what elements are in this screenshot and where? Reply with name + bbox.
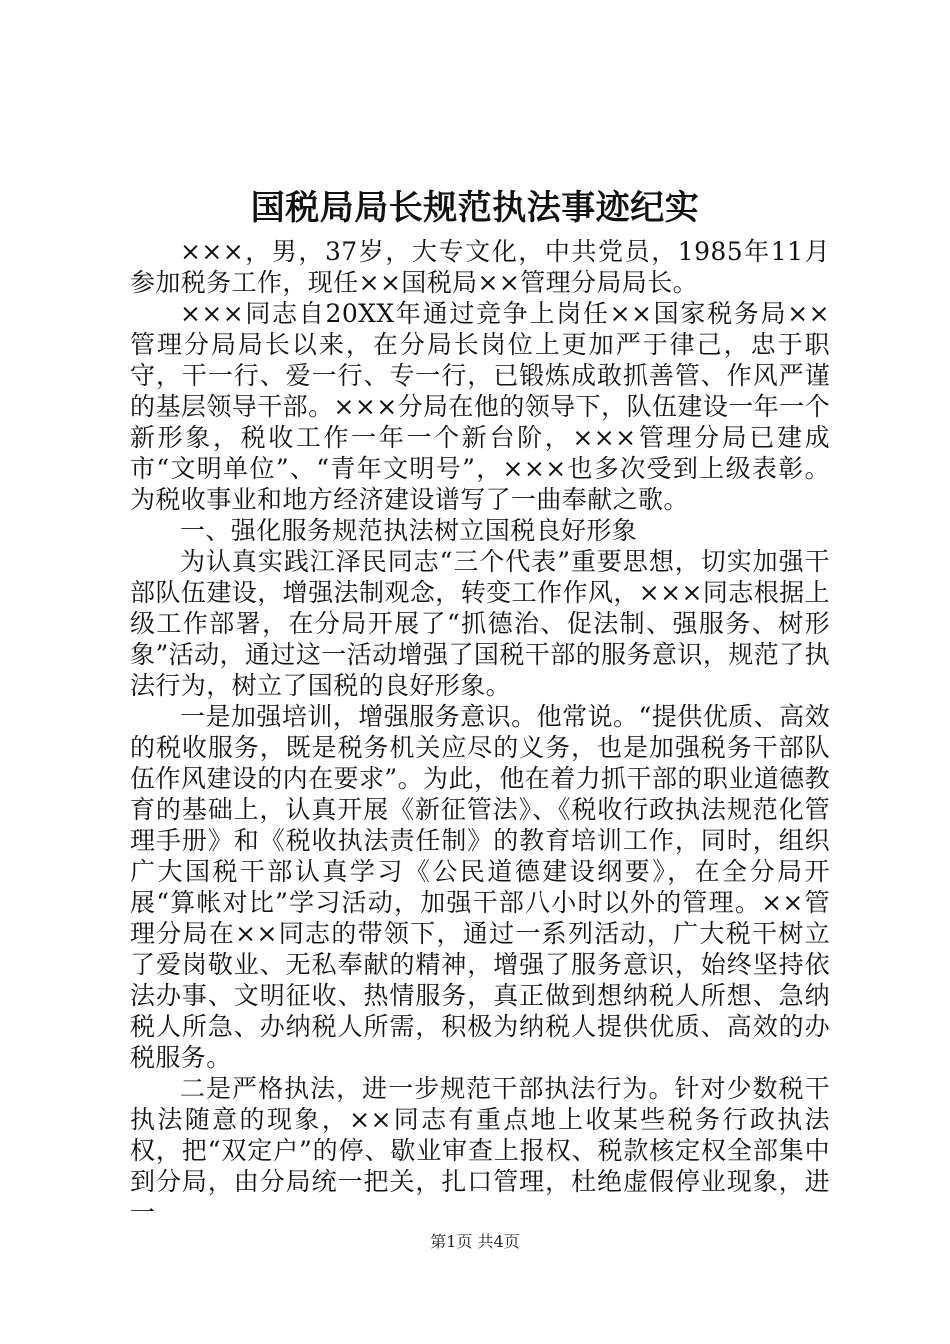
paragraph-intro: ×××，男，37岁，大专文化，中共党员，1985年11月参加税务工作，现任××国税局××管理分局局长。 (130, 237, 830, 297)
paragraph-training: 一是加强培训，增强服务意识。他常说。“提供优质、高效的税收服务，既是税务机关应尽的义务，也是加强税务干部队伍作风建设的内在要求”。为此，他在着力抓干部的职业道德教育的基础上，认真开展《新征管法》、《税收行政执法规范化管理手册》和《税收执法责任制》的教育培训工作，同时，组织广大国税干部认真学习《公民道德建设纲要》，在全分局开展“算帐对比”学习活动，加强干部八小时以外的管理。××管理分局在××同志的带领下，通过一系列活动，广大税干树立了爱岗敬业、无私奉献的精神，增强了服务意识，始终坚持依法办事、文明征收、热情服务，真正做到想纳税人所想、急纳税人所急、办纳税人所需，积极为纳税人提供优质、高效的办税服务。 (130, 702, 830, 1072)
document-body (130, 236, 830, 1228)
page-footer: 第1页 共4页 (430, 1232, 520, 1251)
document-title: 国税局局长规范执法事迹纪实 (250, 188, 700, 228)
paragraph-campaign: 为认真实践江泽民同志“三个代表”重要思想，切实加强干部队伍建设，增强法制观念，转变工作作风，×××同志根据上级工作部署，在分局开展了“抓德治、促法制、强服务、树形象”活动，通过这一活动增强了国税干部的服务意识，规范了执法行为，树立了国税的良好形象。 (130, 547, 830, 700)
section-heading: 一、强化服务规范执法树立国税良好形象 (180, 516, 638, 545)
paragraph-enforcement: 二是严格执法，进一步规范干部执法行为。针对少数税干执法随意的现象，××同志有重点地上收某些税务行政执法权，把“双定户”的停、歇业审查上报权、税款核定权全部集中到分局，由分局统一把关，扎口管理，杜绝虚假停业现象，进一 (130, 1074, 830, 1227)
paragraph-overview: ×××同志自20XX年通过竞争上岗任××国家税务局××管理分局局长以来，在分局长岗位上更加严于律己，忠于职守，干一行、爱一行、专一行，已锻炼成敢抓善管、作风严谨的基层领导干部。×××分局在他的领导下，队伍建设一年一个新形象，税收工作一年一个新台阶，×××管理分局已建成市“文明单位”、“青年文明号”，×××也多次受到上级表彰。为税收事业和地方经济建设谱写了一曲奉献之歌。 (130, 299, 830, 514)
